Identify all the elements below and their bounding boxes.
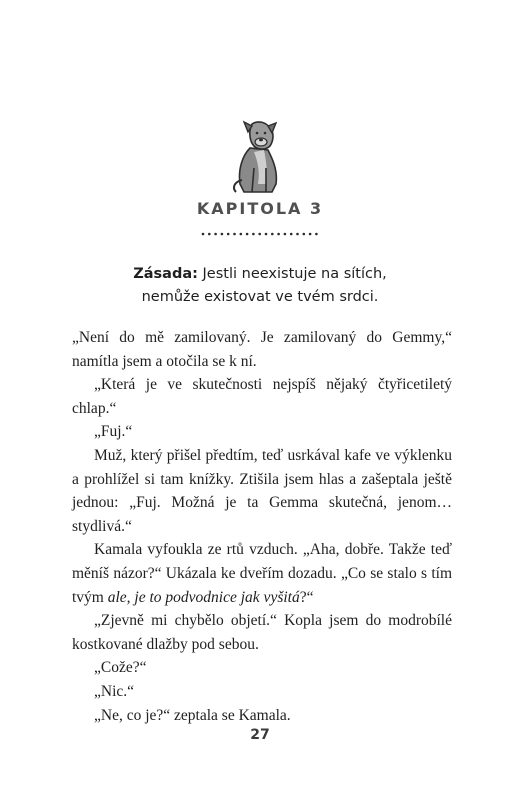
motto-label: Zásada: bbox=[133, 266, 198, 282]
paragraph: „Fuj.“ bbox=[94, 423, 133, 441]
chapter-title: KAPITOLA 3 bbox=[196, 199, 324, 218]
dotted-divider bbox=[200, 231, 320, 237]
italic-phrase: ale, je to podvodnice jak vyšitá bbox=[107, 588, 300, 606]
paragraph: „Nic.“ bbox=[94, 682, 135, 700]
chapter-motto bbox=[0, 263, 520, 309]
paragraph: „Ne, co je?“ zeptala se Kamala. bbox=[94, 706, 291, 724]
dog-icon bbox=[228, 118, 290, 196]
paragraph: „Cože?“ bbox=[94, 659, 147, 677]
body-text bbox=[72, 326, 452, 727]
paragraph: „Zjevně mi chybělo objetí.“ Kopla jsem do modrobílé kostkované dlažby pod sebou. bbox=[72, 612, 452, 653]
paragraph: „Není do mě zamilovaný. Je zamilovaný do Gemmy,“ namítla jsem a otočila se k ní. bbox=[72, 329, 452, 370]
paragraph bbox=[72, 538, 452, 609]
motto-text-1: Jestli neexistuje na sítích, bbox=[202, 266, 387, 282]
paragraph-text: Kamala vyfoukla ze rtů vzduch. „Aha, dobře. Takže teď měníš názor?“ Ukázala ke dveřím dozadu. „Co se stalo s tím tvým bbox=[72, 541, 452, 606]
page-number: 27 bbox=[250, 727, 270, 743]
motto-line-1 bbox=[0, 263, 520, 286]
paragraph: „Která je ve skutečnosti nejspíš nějaký čtyřicetiletý chlap.“ bbox=[72, 376, 452, 417]
motto-line-2: nemůže existovat ve tvém srdci. bbox=[141, 289, 379, 305]
paragraph: Muž, který přišel předtím, teď usrkával kafe ve výklenku a prohlížel si tam knížky. Ztišila jsem hlas a zašeptala ještě jednou: „Fuj. Možná je ta Gemma skutečná, jenom… stydlivá.“ bbox=[72, 446, 452, 535]
paragraph-text: ?“ bbox=[299, 588, 314, 606]
